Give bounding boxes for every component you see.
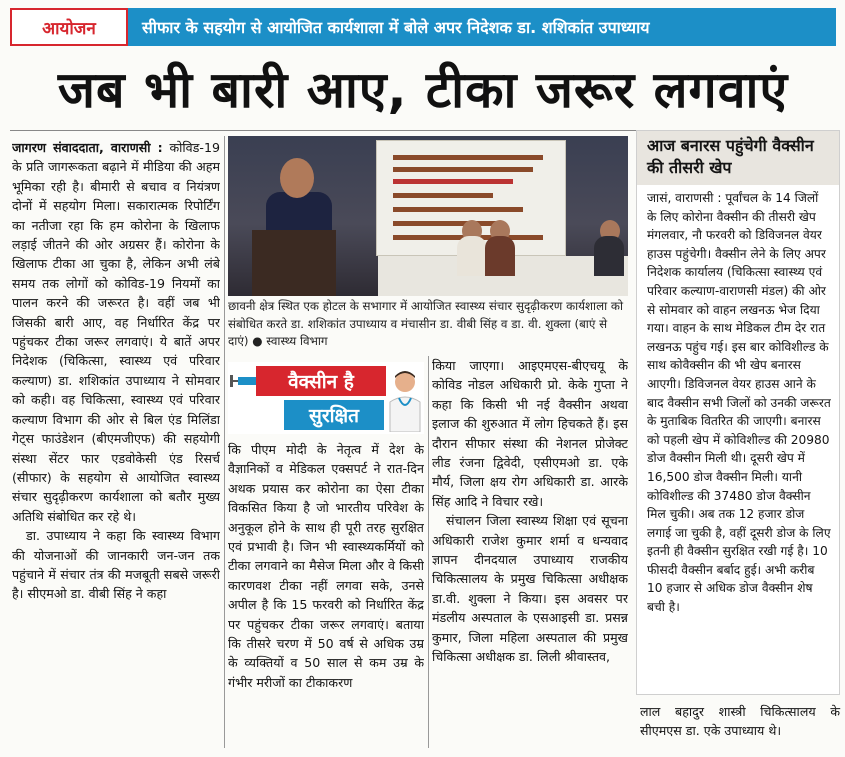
vaccine-banner-line1: वैक्सीन है	[256, 366, 386, 396]
article-paragraph: कोविड-19 के प्रति जागरूकता बढ़ाने में मीडिया की अहम भूमिका रही है। बीमारी से बचाव व नियंत्रण दोनों में सहयोग मिला। सकारात्मक रिपोर्टिंग का नतीजा रहा कि हम कोरोना के खिलाफ लड़ाई जीतने की ओर अग्रसर हैं। कोरोना के खिलाफ टीका आ चुका है, लेकिन अभी लंबे समय तक लोगों को कोविड-19 नियमों का पालन करने की जरूरत है। वहीं जब भी जिसकी बारी आए, वह निर्धारित केंद्र पर पहुंचकर टीका जरूर लगवाएं। ये बातें अपर निदेशक (चिकित्सा, स्वास्थ्य एवं परिवार कल्याण) डा. शशिकांत उपाध्याय ने सोमवार को कही। वह चिकित्सा, स्वास्थ्य एवं परिवार कल्याण विभाग की ओर से बिल एंड मिलिंडा गेट्स फाउंडेशन (बीएमजीएफ) की सहयोगी संस्था सेंटर फार एडवोकेसी एंड रिसर्च (सीफार) के सहयोग से आयोजित स्वास्थ्य संचार सुदृढ़ीकरण कार्यशाला को बतौर मुख्य अतिथि संबोधित कर रहे थे।	[12, 140, 220, 524]
vaccine-banner-line2: सुरक्षित	[284, 400, 384, 430]
vaccine-logo	[228, 362, 424, 434]
section-tag: आयोजन	[10, 8, 128, 46]
article-column-2	[228, 440, 424, 748]
article-paragraph: डा. उपाध्याय ने कहा कि स्वास्थ्य विभाग की योजनाओं की जानकारी जन-जन तक पहुंचाने में संचार तंत्र की मजबूती सबसे जरूरी है। सीएमओ डा. वीबी सिंह ने कहा	[12, 528, 220, 602]
article-paragraph: किया जाएगा। आइएमएस-बीएचयू के कोविड नोडल अधिकारी प्रो. केके गुप्ता ने कहा कि किसी भी नई वैक्सीन अथवा इलाज की शुरुआत में लोग हिचकते हैं। इस दौरान सीफार संस्था की नेशनल प्रोजेक्ट लीड रंजना द्विवेदी, एसीएमओ डा. एके मौर्य, जिला क्षय रोग अधिकारी डा. आरके सिंह आदि ने विचार रखे।	[432, 358, 628, 509]
photo-credit: स्वास्थ्य विभाग	[266, 334, 328, 349]
kicker-text: सीफार के सहयोग से आयोजित कार्यशाला में बोले अपर निदेशक डा. शशिकांत उपाध्याय	[128, 8, 836, 46]
continuation-text: लाल बहादुर शास्त्री चिकित्सालय के सीएमएस डा. एके उपाध्याय थे।	[640, 704, 840, 739]
sidebar-body: जासं, वाराणसी : पूर्वांचल के 14 जिलों के लिए कोरोना वैक्सीन की तीसरी खेप मंगलवार, नौ फरवरी को डिविजनल वेयर हाउस पहुंचेगी। वैक्सीन लेने के लिए अपर निदेशक कार्यालय (चिकित्सा स्वास्थ्य एवं परिवार कल्याण-वाराणसी मंडल) की ओर से सोमवार को वाहन लखनऊ भेज दिया गया। वाहन के साथ मेडिकल टीम देर रात लखनऊ पहुंच गई। इस बार कोविशील्ड के साथ कोवैक्सीन की भी खेप बनारस आएगी। डिविजनल वेयर हाउस आने के बाद वैक्सीन सभी जिलों को उनकी जरूरत के मुताबिक वितरित की जाएगी। बनारस को पहली खेप में कोविशील्ड की 20980 डोज वैक्सीन मिली थी। दूसरी खेप में 16,500 डोज वैक्सीन मिली। यानी कोविशील्ड की 37480 डोज वैक्सीन मिल चुकी। अब तक 12 हजार डोज लगाई जा चुकी है, वहीं दूसरी डोज के लिए इतनी ही वैक्सीन सुरक्षित रखी गई है। 10 फीसदी वैक्सीन बर्बाद हुई। अभी करीब 10 हजार से अधिक डोज वैक्सीन शेष बची है।	[647, 191, 831, 615]
sidebar-box	[636, 130, 840, 695]
event-photo	[228, 136, 628, 296]
article-column-3	[432, 356, 628, 748]
column-divider	[224, 136, 225, 748]
photo-caption: छावनी क्षेत्र स्थित एक होटल के सभागार में आयोजित स्वास्थ्य संचार सुदृढ़ीकरण कार्यशाला को संबोधित करते डा. शशिकांत उपाध्याय व मंचासीन डा. वीबी सिंह व डा. वी. शुक्ला (बाएं से दाएं) ● स्वास्थ्य विभाग	[228, 299, 624, 349]
article-column-1	[12, 138, 220, 748]
bullet-icon: ●	[252, 334, 263, 349]
kicker-bar	[10, 8, 836, 46]
article-paragraph: कि पीएम मोदी के नेतृत्व में देश के वैज्ञानिकों व मेडिकल एक्सपर्ट ने रात-दिन अथक प्रयास कर कोरोना का ऐसा टीका विकसित किया है जो भारतीय परिवेश के अनुकूल होने के साथ ही पूरी तरह सुरक्षित एवं प्रभावी है। जिन भी स्वास्थ्यकर्मियों को टीका लगवाने का मैसेज मिला और वे किसी कारणवश टीका नहीं लगवा सके, उनसे अपील है कि 15 फरवरी को निर्धारित केंद्र पर पहुंचकर टीका जरूर लगवाएं। बताया कि तीसरे चरण में 50 वर्ष से अधिक उम्र के व्यक्तियों व 50 साल से कम उम्र के गंभीर मरीजों का टीकाकरण	[228, 442, 424, 690]
headline: जब भी बारी आए, टीका जरूर लगवाएं	[57, 61, 789, 119]
doctor-icon	[386, 368, 424, 432]
sidebar-title: आज बनारस पहुंचेगी वैक्सीन की तीसरी खेप	[637, 131, 839, 185]
byline: जागरण संवाददाता, वाराणसी :	[12, 140, 163, 155]
column-divider	[428, 356, 429, 748]
article-paragraph: संचालन जिला स्वास्थ्य शिक्षा एवं सूचना अधिकारी राजेश कुमार शर्मा व धन्यवाद ज्ञापन दीनदयाल उपाध्याय राजकीय चिकित्सालय के प्रमुख चिकित्सा अधीक्षक डा.वी. शुक्ला ने किया। इस अवसर पर मंडलीय अस्पताल के एसआइसी डा. प्रसन्न कुमार, जिला महिला अस्पताल की प्रमुख चिकित्सा अधीक्षक डा. लिली श्रीवास्तव,	[432, 513, 628, 665]
